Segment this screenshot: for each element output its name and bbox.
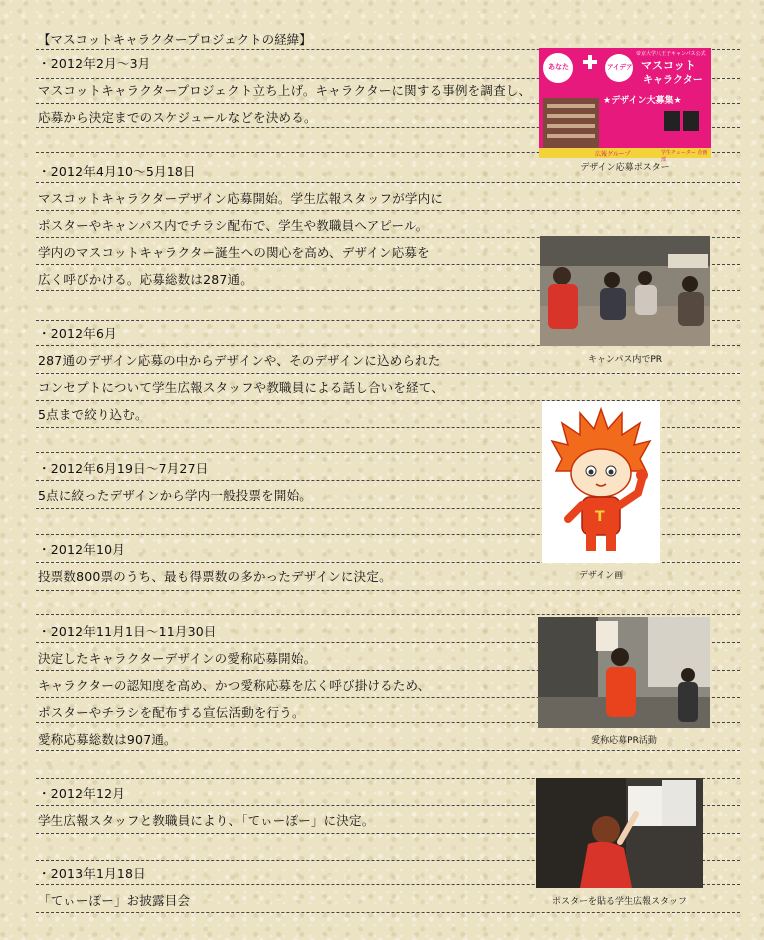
svg-text:T: T [595,509,605,525]
section-date: ・2012年6月19日～7月27日 [38,461,209,476]
section-date: ・2012年2月～3月 [38,56,151,71]
campus-pr-photo [540,236,710,346]
section-text: 広く呼びかける。応募総数は287通。 [38,272,253,287]
section-text: 投票数800票のうち、最も得票数の多かったデザインに決定。 [38,569,392,584]
poster-subtitle: ★デザイン大募集★ [603,96,682,106]
poster-footer-right: 学生チューター 企画部 [661,150,708,163]
design-caption: デザイン画 [578,571,624,581]
section-text: 287通のデザイン応募の中からデザインや、そのデザインに込められた [38,353,441,368]
section-text: コンセプトについて学生広報スタッフや教職員による話し合いを経て、 [38,380,444,395]
section-text: 「てぃーぽー」お披露目会 [38,893,191,908]
campus-pr-caption: キャンパス内でPR [587,355,663,365]
ruled-line [36,182,740,183]
posting-caption: ポスターを貼る学生広報スタッフ [551,897,687,907]
page-title: 【マスコットキャラクタープロジェクトの経緯】 [38,32,312,47]
section-text: 5点まで絞り込む。 [38,407,148,422]
section-text: キャラクターの認知度を高め、かつ愛称応募を広く呼び掛けるため、 [38,678,431,693]
poster-small-top: 帝京大学八王子キャンパス公式 [636,51,706,57]
section-text: 学内のマスコットキャラクター誕生への関心を高め、デザイン応募を [38,245,430,260]
poster-image [539,48,711,163]
section-text: ポスターやチラシを配布する宣伝活動を行う。 [38,705,305,720]
section-date: ・2012年10月 [38,542,126,557]
poster-bubble-right: アイデア [607,63,633,71]
nickname-pr-scene [538,617,710,728]
ruled-line [36,590,740,591]
poster-caption: デザイン応募ポスター [580,163,670,173]
section-text: マスコットキャラクターデザイン応募開始。学生広報スタッフが学内に [38,191,444,206]
section-date: ・2012年12月 [38,786,126,801]
section-date: ・2012年6月 [38,326,117,341]
design-drawing [542,401,660,563]
ruled-line [36,750,740,751]
campus-pr-scene [540,236,710,346]
posting-photo [536,778,703,888]
ruled-line [36,210,740,211]
ruled-line [36,614,740,615]
section-text: 5点に絞ったデザインから学内一般投票を開始。 [38,488,312,503]
section-date: ・2012年11月1日～11月30日 [38,624,217,639]
poster-bubble-left: あなた [548,63,569,71]
section-date: ・2013年1月18日 [38,866,146,881]
poster-title-1: マスコット [641,59,696,72]
section-text: 応募から決定までのスケジュールなどを決める。 [38,110,317,125]
poster-footer-left: 広報グループ [595,151,631,158]
section-text: 学生広報スタッフと教職員により、「てぃーぽー」に決定。 [38,813,375,828]
nickname-pr-photo [538,617,710,728]
nickname-pr-caption: 愛称応募PR活動 [591,736,657,746]
mascot-illustration [542,401,660,563]
section-text: 決定したキャラクターデザインの愛称応募開始。 [38,651,317,666]
section-text: マスコットキャラクタープロジェクト立ち上げ。キャラクターに関する事例を調査し、 [38,83,532,98]
ruled-line [36,912,740,913]
section-date: ・2012年4月10～5月18日 [38,164,196,179]
poster-title-2: キャラクター [643,75,703,86]
section-text: 愛称応募総数は907通。 [38,732,177,747]
posting-scene [536,778,703,888]
section-text: ポスターやキャンパス内でチラシ配布で、学生や教職員へアピール。 [38,218,429,233]
ruled-line [36,373,740,374]
